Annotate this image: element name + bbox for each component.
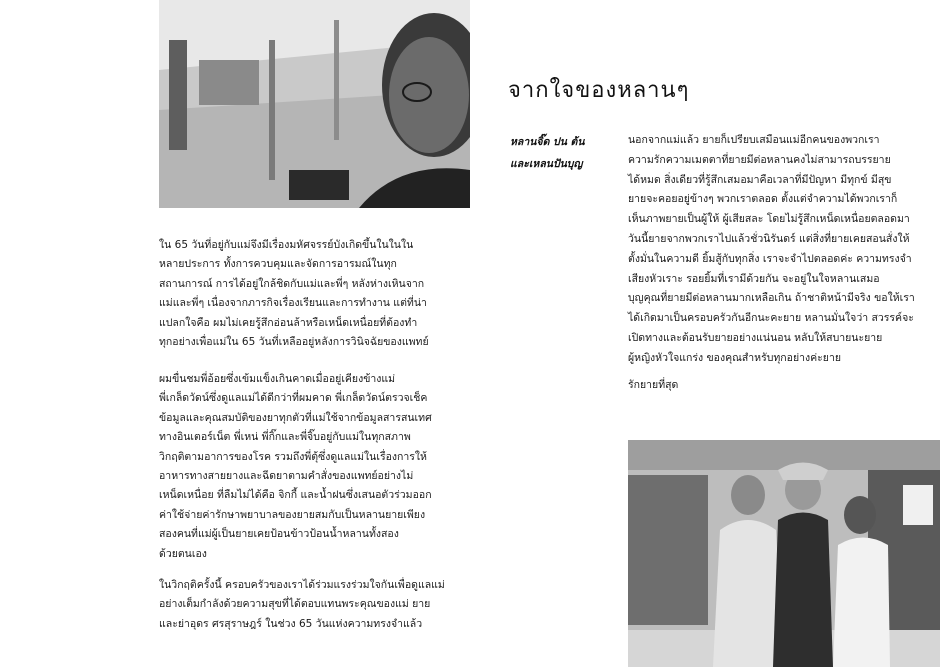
text-line: ยายจะคอยอยู่ข้างๆ พวกเราตลอด ตั้งแต่จำความได้พวกเราก็ bbox=[628, 193, 898, 206]
article-title: จากใจของหลานๆ bbox=[508, 78, 690, 103]
text-line: พี่เกล็ดวัดน์ซึ่งดูแลแม่ได้ดีกว่าที่ผมคาด พี่เกล็ดวัดน์ตรวจเช็ค bbox=[159, 392, 428, 405]
left-paragraph-2 bbox=[159, 370, 432, 564]
photo-elderly-man bbox=[159, 0, 470, 208]
text-line: วิกฤติตามอาการของโรค รวมถึงพี่ตุ้ซึ่งดูแลแม่ในเรื่องการให้ bbox=[159, 450, 427, 463]
text-line: เสียงหัวเราะ รอยยิ้มที่เรามีด้วยกัน จะอยู่ในใจหลานเสมอ bbox=[628, 272, 880, 285]
text-line: ข้อมูลและคุณสมบัติของยาทุกตัวที่แม่ใช้จากข้อมูลสารสนเทศ bbox=[159, 411, 432, 424]
photo-elderly-man-graphic bbox=[159, 0, 470, 208]
text-line: ได้หมด สิ่งเดียวที่รู้สึกเสมอมาคือเวลาที่มีปัญหา มีทุกข์ มีสุข bbox=[628, 173, 892, 186]
text-line: ด้วยตนเอง bbox=[159, 547, 207, 560]
signoff: รักยายที่สุด bbox=[628, 379, 679, 391]
text-line: อย่างเต็มกำลังด้วยความสุขที่ได้ตอบแทนพระคุณของแม่ ยาย bbox=[159, 598, 431, 611]
text-line: ค่าใช้จ่ายค่ารักษาพยาบาลของยายสมกับเป็นหลานยายเพียง bbox=[159, 508, 426, 521]
left-paragraph-3 bbox=[159, 576, 445, 634]
text-line: สถานการณ์ การได้อยู่ใกล้ชิดกับแม่และพี่ๆ หลังห่างเหินจาก bbox=[159, 277, 425, 290]
text-line: แปลกใจคือ ผมไม่เคยรู้สึกอ่อนล้าหรือเหน็ดเหนื่อยที่ต้องทำ bbox=[159, 316, 418, 329]
text-line: ใน 65 วันที่อยู่กับแม่จึงมีเรื่องมหัศจรรย์บังเกิดขึ้นในในใน bbox=[159, 239, 414, 251]
text-line: หลายประการ ทั้งการควบคุมและจัดการอารมณ์ในทุก bbox=[159, 258, 397, 271]
text-line: บุญคุณที่ยายมีต่อหลานมากเหลือเกิน ถ้าชาติหน้ามีจริง ขอให้เรา bbox=[628, 292, 915, 305]
text-line: ผมขื่นชมพี่อ้อยซึ่งเข้มแข็งเกินคาดเมื่ออยู่เคียงข้างแม่ bbox=[159, 373, 396, 385]
text-line: เห็นภาพยายเป็นผู้ให้ ผู้เสียสละ โดยไม่รู้สึกเหน็ดเหนื่อยตลอดมา bbox=[628, 213, 910, 226]
text-line: ในวิกฤติครั้งนี้ ครอบครัวของเราได้ร่วมแรงร่วมใจกันเพื่อดูแลแม่ bbox=[159, 579, 445, 591]
text-line: ทางอินเตอร์เน็ต พี่เหน่ พี่กิ๊กและพี่จิ๊บอยู่กับแม่ในทุกสภาพ bbox=[159, 431, 411, 444]
text-line: แม่และพี่ๆ เนื่องจากภารกิจเรื่องเรียนและการทำงาน แต่ที่น่า bbox=[159, 297, 427, 310]
right-paragraph bbox=[628, 131, 915, 369]
text-line: นอกจากแม่แล้ว ยายก็เปรียบเสมือนแม่อีกคนของพวกเรา bbox=[628, 134, 880, 146]
text-line: เหน็ดเหนื่อย ที่ลืมไม่ได้คือ จิกกี้ และน้ำฝนซึ่งเสนอตัวร่วมออก bbox=[159, 489, 432, 502]
text-line: สองคนที่แม่ผู้เป็นยายเคยป้อนข้าวป้อนน้ำหลานทั้งสอง bbox=[159, 528, 399, 541]
text-line: ได้เกิดมาเป็นครอบครัวกันอีกนะคะยาย หลานมั่นใจว่า สวรรค์จะ bbox=[628, 312, 914, 325]
text-line: ทุกอย่างเพื่อแม่ใน 65 วันที่เหลืออยู่หลังการวินิจฉัยของแพทย์ bbox=[159, 336, 429, 349]
text-line: และย่าอุดร ศรสุราษฎร์ ในช่วง 65 วันแห่งความทรงจำแล้ว bbox=[159, 617, 423, 630]
photo-family-group bbox=[628, 440, 940, 667]
article-byline bbox=[510, 131, 610, 175]
text-line: ผู้หญิงหัวใจแกร่ง ของคุณสำหรับทุกอย่างค่ะยาย bbox=[628, 351, 842, 364]
text-line: ความรักความเมตตาที่ยายมีต่อหลานคงไม่สามารถบรรยาย bbox=[628, 153, 891, 166]
text-line: อาหารทางสายยางและฉีดยาตามคำสั่งของแพทย์อย่างไม่ bbox=[159, 470, 414, 483]
left-paragraph-1 bbox=[159, 236, 429, 352]
photo-family-group-graphic bbox=[628, 440, 940, 667]
text-line: เปิดทางและต้อนรับยายอย่างแน่นอน หลับให้สบายนะยาย bbox=[628, 331, 883, 344]
text-line: วันนี้ยายจากพวกเราไปแล้วชั่วนิรันดร์ แต่สิ่งที่ยายเคยสอนสั่งให้ bbox=[628, 232, 910, 245]
byline-line: และเหลนปันบุญ bbox=[510, 158, 583, 170]
byline-line: หลานจิ๊ด ปน ต้น bbox=[510, 136, 585, 148]
text-line: ตั้งมั่นในความดี ยิ้มสู้กับทุกสิ่ง เราจะจำไปตลอดค่ะ ความทรงจำ bbox=[628, 252, 912, 265]
